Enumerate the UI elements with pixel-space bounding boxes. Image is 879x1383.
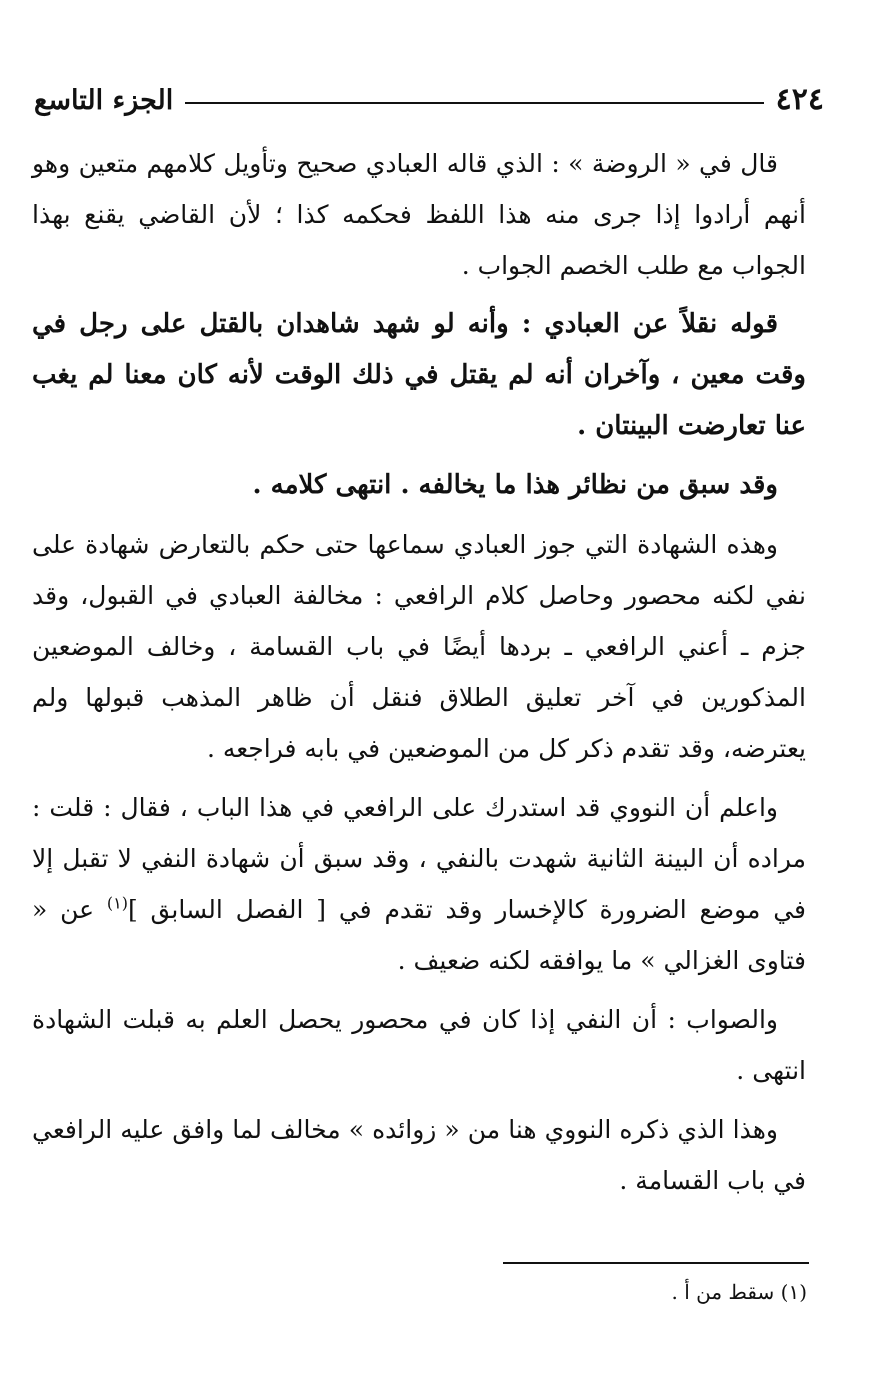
- footnote-separator: [503, 1262, 809, 1264]
- paragraph-1: قال في « الروضة » : الذي قاله العبادي صحيح وتأويل كلامهم متعين وهو أنهم أرادوا إذا جرى منه هذا اللفظ فحكمه كذا ؛ لأن القاضي يقنع بهذا الجواب مع طلب الخصم الجواب .: [32, 149, 806, 280]
- paragraph-5-text-before-ref: واعلم أن النووي قد استدرك على الرافعي في هذا الباب ، فقال : قلت : مراده أن البينة الثانية شهدت بالنفي ، وقد سبق أن شهادة النفي لا تقبل إلا في موضع الضرورة كالإخسار وقد تقدم في [ الفصل السابق ]: [32, 793, 806, 924]
- header-rule: [185, 102, 763, 104]
- running-header: [34, 80, 824, 120]
- paragraph-3-quote: وقد سبق من نظائر هذا ما يخالفه . انتهى كلامه .: [252, 470, 778, 500]
- paragraph-5-text-after-ref: عن « فتاوى الغزالي » ما يوافقه لكنه ضعيف .: [32, 895, 806, 975]
- page-body: [32, 138, 806, 1214]
- paragraph-5: [32, 782, 806, 986]
- paragraph-6: والصواب : أن النفي إذا كان في محصور يحصل العلم به قبلت الشهادة انتهى .: [32, 1005, 806, 1085]
- footnote: (١) سقط من أ .: [671, 1280, 807, 1304]
- paragraph-4: وهذه الشهادة التي جوز العبادي سماعها حتى حكم بالتعارض شهادة على نفي لكنه محصور وحاصل كلام الرافعي : مخالفة العبادي في القبول، وقد جزم ـ أعني الرافعي ـ بردها أيضًا في باب القسامة ، وخالف الموضعين المذكورين في آخر تعليق الطلاق فنقل أن ظاهر المذهب قبولها ولم يعترضه، وقد تقدم ذكر كل من الموضعين في بابه فراجعه .: [32, 530, 806, 763]
- paragraph-2-quote: قوله نقلاً عن العبادي : وأنه لو شهد شاهدان بالقتل على رجل في وقت معين ، وآخران أنه لم يقتل في ذلك الوقت لأنه كان معنا لم يغب عنا تعارضت البينتان .: [32, 309, 806, 441]
- part-title: الجزء التاسع: [34, 84, 174, 116]
- page-number: ٤٢٤: [775, 82, 824, 117]
- footnote-reference: (١): [106, 893, 128, 913]
- paragraph-7: وهذا الذي ذكره النووي هنا من « زوائده » مخالف لما وافق عليه الرافعي في باب القسامة .: [32, 1115, 806, 1195]
